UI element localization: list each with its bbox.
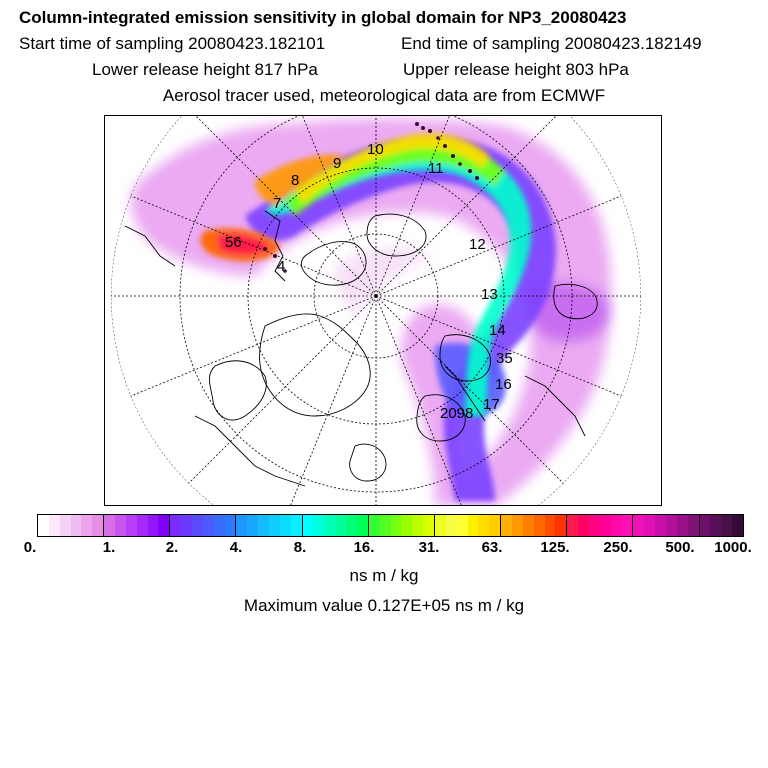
start-time-label: Start time of sampling 20080423.182101 [19,34,326,53]
color-scale-swatch [622,515,634,536]
color-scale-swatch [721,515,732,536]
color-scale-swatch [247,515,258,536]
color-scale-swatch [236,515,247,536]
scale-unit-label: ns m / kg [349,566,419,585]
color-scale-swatch [137,515,148,536]
color-scale-swatch [158,515,170,536]
scale-tick-label: 500. [665,539,695,556]
color-scale-swatch [512,515,523,536]
color-scale-swatch [589,515,600,536]
track-label: 14 [489,322,506,339]
color-scale-swatch [534,515,545,536]
lower-release-label: Lower release height 817 hPa [92,60,318,79]
color-scale-swatch [401,515,412,536]
track-label: 35 [496,350,513,367]
color-scale-swatch [225,515,237,536]
color-scale-swatch [49,515,60,536]
color-scale-swatch [633,515,644,536]
color-scale-swatch [688,515,700,536]
color-scale-swatch [148,515,159,536]
color-scale-bar [37,514,744,537]
color-scale-swatch [446,515,457,536]
color-scale-swatch [412,515,423,536]
color-scale-swatch [700,515,711,536]
color-scale-swatch [567,515,578,536]
color-scale-swatch [269,515,280,536]
color-scale-swatch [324,515,335,536]
track-label: 8 [291,172,300,189]
color-scale-swatch [523,515,534,536]
color-scale-swatch [92,515,104,536]
color-scale-swatch [313,515,324,536]
color-scale-swatch [203,515,214,536]
track-label: 10 [367,141,384,158]
track-label: 16 [495,376,512,393]
color-scale-swatch [104,515,115,536]
scale-tick-label: 250. [603,539,633,556]
track-label: 17 [483,396,500,413]
color-scale-swatch [391,515,402,536]
color-scale-swatch [600,515,611,536]
color-scale-swatch [380,515,391,536]
color-scale-swatch [655,515,666,536]
color-scale-swatch [545,515,556,536]
scale-tick-label: 8. [293,539,307,556]
color-scale-swatch [60,515,71,536]
color-scale-swatch [732,515,743,536]
track-label: 13 [481,286,498,303]
color-scale-swatch [677,515,688,536]
color-scale-swatch [611,515,622,536]
color-scale-swatch [578,515,589,536]
color-scale-swatch [192,515,203,536]
color-scale-swatch [710,515,721,536]
color-scale-swatch [291,515,303,536]
track-label: 4 [277,258,286,275]
color-scale-swatch [666,515,677,536]
color-scale-swatch [478,515,489,536]
scale-tick-label: 63. [481,539,503,556]
color-scale-swatch [280,515,291,536]
scale-tick-label: 4. [229,539,243,556]
color-scale-swatch [181,515,192,536]
map-title: Column-integrated emission sensitivity in global domain for NP3_20080423 [19,8,627,27]
color-scale-swatch [555,515,567,536]
scale-tick-label: 31. [418,539,440,556]
track-label: 12 [469,236,486,253]
color-scale-swatch [357,515,369,536]
color-scale-swatch [38,515,49,536]
color-scale-swatch [644,515,655,536]
scale-tick-label: 1. [102,539,116,556]
color-scale-swatch [335,515,346,536]
color-scale-swatch [126,515,137,536]
track-label: 56 [225,234,242,251]
scale-tick-label: 125. [540,539,570,556]
color-scale-swatch [71,515,82,536]
color-scale-swatch [81,515,92,536]
sensitivity-map [104,115,662,506]
color-scale-swatch [501,515,512,536]
map-canvas [105,116,662,506]
track-label: 9 [333,155,342,172]
color-scale-swatch [423,515,435,536]
track-label: 11 [428,160,444,177]
color-scale-swatch [303,515,314,536]
color-scale-swatch [115,515,126,536]
color-scale-swatch [214,515,225,536]
color-scale-swatch [457,515,468,536]
color-scale-swatch [369,515,380,536]
track-label: 7 [273,195,282,212]
end-time-label: End time of sampling 20080423.182149 [401,34,702,53]
color-scale-swatch [435,515,446,536]
color-scale-swatch [346,515,357,536]
track-label: 2098 [440,405,474,422]
scale-tick-label: 16. [353,539,375,556]
scale-tick-label: 1000. [714,539,752,556]
color-scale-swatch [489,515,501,536]
scale-tick-label: 2. [165,539,179,556]
color-scale-swatch [468,515,479,536]
color-scale-swatch [258,515,269,536]
color-scale-ticks [0,539,768,561]
tracer-info-label: Aerosol tracer used, meteorological data are from ECMWF [162,86,606,105]
maximum-value-label: Maximum value 0.127E+05 ns m / kg [243,596,525,615]
color-scale-swatch [170,515,181,536]
scale-tick-label: 0. [23,539,37,556]
upper-release-label: Upper release height 803 hPa [403,60,629,79]
